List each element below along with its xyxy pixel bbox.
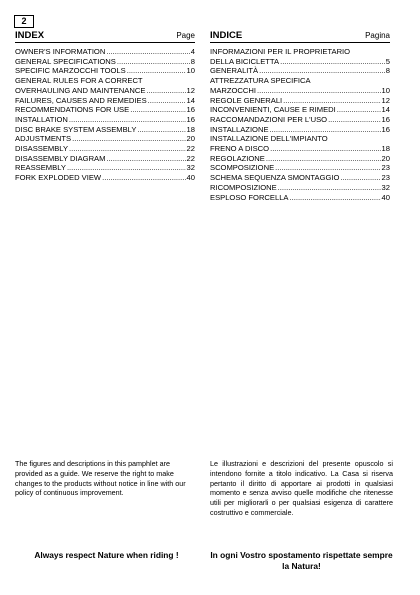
toc-entry xyxy=(15,154,195,164)
toc-leader-dots xyxy=(69,144,186,154)
toc-entry-title: GENERAL SPECIFICATIONS xyxy=(15,56,116,66)
toc-entry-page: 16 xyxy=(186,114,195,124)
toc-entry xyxy=(15,125,195,135)
toc-entry xyxy=(15,47,195,57)
toc-entry-title: OVERHAULING AND MAINTENANCE xyxy=(15,85,146,95)
toc-entry-title: INSTALLATION xyxy=(15,114,68,124)
toc-entry-title: FORK EXPLODED VIEW xyxy=(15,173,102,183)
toc-leader-dots xyxy=(270,144,380,154)
toc-leader-dots xyxy=(283,96,380,106)
toc-entry-title: REGOLE GENERALI xyxy=(210,95,283,105)
toc-entry-title: RACCOMANDAZIONI PER L'USO xyxy=(210,114,328,124)
toc-entry xyxy=(15,115,195,125)
toc-entry xyxy=(210,47,390,57)
disclaimer-english xyxy=(15,459,198,498)
toc-entry-page: 23 xyxy=(381,173,390,183)
disclaimer-text: The figures and descriptions in this pamphlet are provided as a guide. We reserve the right to make changes to the products without notice in line with our policy of continuous improvement. xyxy=(15,459,186,498)
toc-leader-dots xyxy=(270,125,381,135)
disclaimer-italian xyxy=(210,459,393,518)
toc-entry-title: INSTALLAZIONE xyxy=(210,124,269,134)
toc-entry-title: DISC BRAKE SYSTEM ASSEMBLY xyxy=(15,124,137,134)
toc-entry xyxy=(210,105,390,115)
toc-entry xyxy=(15,76,195,86)
toc-entry-page: 18 xyxy=(381,144,390,154)
toc-leader-dots xyxy=(275,163,380,173)
motto-italian: In ogni Vostro spostamento rispettate sempre la Natura! xyxy=(210,550,393,571)
toc-entry-page: 40 xyxy=(186,173,195,183)
toc-entry xyxy=(15,163,195,173)
toc-entry-title: GENERAL RULES FOR A CORRECT xyxy=(15,76,143,86)
toc-entry xyxy=(15,173,195,183)
toc-entry-title: GENERALITÀ xyxy=(210,66,259,76)
toc-entry-title: ADJUSTMENTS xyxy=(15,134,72,144)
toc-entry xyxy=(210,144,390,154)
toc-entry-title: SCHEMA SEQUENZA SMONTAGGIO xyxy=(210,173,340,183)
toc-entry-page: 4 xyxy=(190,47,195,56)
toc-leader-dots xyxy=(106,47,189,57)
index-italian xyxy=(210,30,390,202)
toc-leader-dots xyxy=(106,154,185,164)
toc-entry-page: 8 xyxy=(385,66,390,76)
toc-leader-dots xyxy=(337,105,381,115)
toc-entry xyxy=(210,134,390,144)
toc-entry xyxy=(210,66,390,76)
toc-entry-page: 8 xyxy=(190,56,195,66)
page-column-label: Page xyxy=(176,31,195,40)
toc-entry xyxy=(15,96,195,106)
toc-leader-dots xyxy=(117,57,190,67)
toc-entry-title: REGOLAZIONE xyxy=(210,153,265,163)
toc-leader-dots xyxy=(72,134,185,144)
toc-entry-title: SCOMPOSIZIONE xyxy=(210,163,275,173)
toc-entry-page: 32 xyxy=(186,163,195,173)
page-column-label: Pagina xyxy=(365,31,390,40)
toc-list xyxy=(15,47,195,183)
toc-entry xyxy=(210,96,390,106)
motto-english: Always respect Nature when riding ! xyxy=(34,550,179,560)
toc-entry-title: SPECIFIC MARZOCCHI TOOLS xyxy=(15,66,126,76)
toc-entry-page: 22 xyxy=(186,144,195,154)
toc-leader-dots xyxy=(340,173,380,183)
toc-entry xyxy=(210,115,390,125)
toc-entry xyxy=(210,86,390,96)
toc-entry-page: 10 xyxy=(186,66,195,76)
toc-entry xyxy=(210,193,390,203)
toc-entry-title: FRENO A DISCO xyxy=(210,144,270,154)
toc-leader-dots xyxy=(266,154,381,164)
index-title: INDEX xyxy=(15,30,45,41)
toc-entry-title: FAILURES, CAUSES AND REMEDIES xyxy=(15,95,147,105)
index-header xyxy=(15,30,195,43)
toc-entry-page: 14 xyxy=(381,105,390,115)
toc-entry-title: DELLA BICICLETTA xyxy=(210,56,280,66)
toc-entry-page: 32 xyxy=(381,182,390,192)
toc-entry-page: 14 xyxy=(186,95,195,105)
toc-leader-dots xyxy=(259,66,385,76)
toc-entry xyxy=(15,66,195,76)
toc-leader-dots xyxy=(137,125,185,135)
toc-entry-title: DISASSEMBLY xyxy=(15,144,69,154)
toc-entry xyxy=(15,57,195,67)
toc-entry-page: 12 xyxy=(381,95,390,105)
toc-leader-dots xyxy=(67,163,186,173)
toc-entry xyxy=(210,125,390,135)
page-number: 2 xyxy=(14,15,34,28)
toc-leader-dots xyxy=(69,115,186,125)
toc-leader-dots xyxy=(127,66,186,76)
toc-leader-dots xyxy=(148,96,186,106)
disclaimer-text: Le illustrazioni e descrizioni del presente opuscolo si intendono fornite a titolo indicativo. La Casa si riserva pertanto il diritto di apportare ai prodotti in qualsiasi momento e senza avviso quelle modifiche che ritenesse utili per migliorarli o per qualsiasi esigenza di carattere costruttivo e commerciale. xyxy=(210,459,393,517)
toc-entry xyxy=(15,144,195,154)
toc-entry-page: 16 xyxy=(186,105,195,115)
toc-entry-page: 20 xyxy=(186,134,195,144)
toc-entry-title: ATTREZZATURA SPECIFICA xyxy=(210,76,311,86)
toc-entry-page: 18 xyxy=(186,124,195,134)
index-english xyxy=(15,30,195,183)
toc-entry xyxy=(210,57,390,67)
toc-entry-title: INSTALLAZIONE DELL'IMPIANTO xyxy=(210,134,328,144)
toc-leader-dots xyxy=(146,86,185,96)
toc-entry-title: MARZOCCHI xyxy=(210,85,256,95)
index-header xyxy=(210,30,390,43)
toc-entry-page: 5 xyxy=(385,56,390,66)
toc-entry-title: ESPLOSO FORCELLA xyxy=(210,192,289,202)
toc-entry-page: 40 xyxy=(381,192,390,202)
toc-entry xyxy=(210,183,390,193)
toc-entry-page: 16 xyxy=(381,114,390,124)
toc-entry-title: INFORMAZIONI PER IL PROPRIETARIO xyxy=(210,47,351,56)
toc-leader-dots xyxy=(290,193,381,203)
toc-leader-dots xyxy=(257,86,381,96)
toc-entry-page: 10 xyxy=(381,85,390,95)
toc-entry-title: REASSEMBLY xyxy=(15,163,66,173)
toc-entry-title: RECOMMENDATIONS FOR USE xyxy=(15,105,130,115)
toc-leader-dots xyxy=(102,173,185,183)
toc-entry xyxy=(15,86,195,96)
toc-entry-title: RICOMPOSIZIONE xyxy=(210,182,277,192)
toc-leader-dots xyxy=(130,105,185,115)
toc-entry-page: 20 xyxy=(381,153,390,163)
toc-leader-dots xyxy=(328,115,380,125)
toc-entry-title: DISASSEMBLY DIAGRAM xyxy=(15,153,106,163)
toc-entry xyxy=(210,163,390,173)
toc-entry xyxy=(210,173,390,183)
toc-leader-dots xyxy=(278,183,381,193)
toc-leader-dots xyxy=(280,57,385,67)
toc-entry-page: 23 xyxy=(381,163,390,173)
toc-entry xyxy=(15,134,195,144)
toc-entry xyxy=(210,76,390,86)
toc-entry-page: 12 xyxy=(186,85,195,95)
toc-entry-title: INCONVENIENTI, CAUSE E RIMEDI xyxy=(210,105,336,115)
toc-entry xyxy=(15,105,195,115)
toc-entry-page: 16 xyxy=(381,124,390,134)
toc-list xyxy=(210,47,390,202)
toc-entry-title: OWNER'S INFORMATION xyxy=(15,47,106,56)
toc-entry xyxy=(210,154,390,164)
toc-entry-page: 22 xyxy=(186,153,195,163)
index-title: INDICE xyxy=(210,30,243,41)
